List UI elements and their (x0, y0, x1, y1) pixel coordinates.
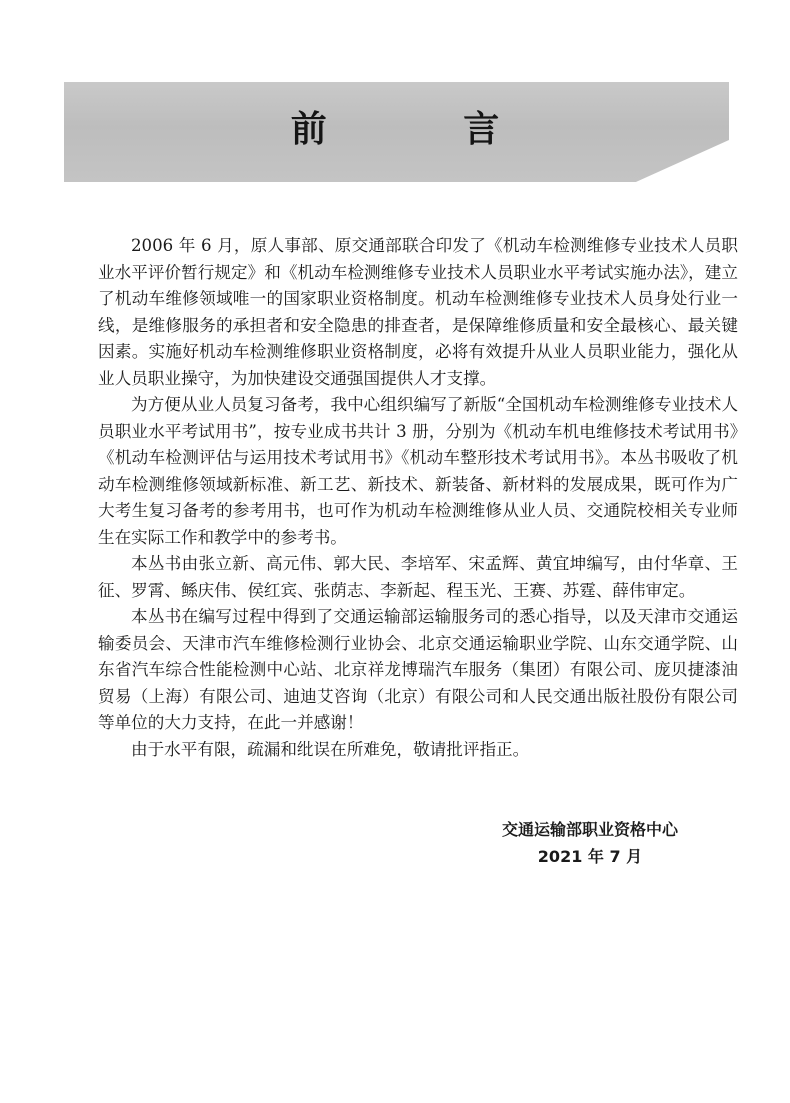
paragraph-5-text: 由于水平有限，疏漏和纰误在所难免，敬请批评指正。 (131, 739, 530, 759)
paragraph-3 (98, 551, 738, 604)
signature-date: 2021 年 7 月 (537, 847, 643, 866)
paragraph-4 (98, 604, 738, 737)
paragraph-2-text: 为方便从业人员复习备考，我中心组织编写了新版“全国机动车检测维修专业技术人员职业水平考试用书”，按专业成书共计 3 册，分别为《机动车机电维修技术考试用书》《机动车检测评估与运用技术考试用书》《机动车整形技术考试用书》。本丛书吸收了机动车检测维修领域新标准、新工艺、新技术、新装备、新材料的发展成果，既可作为广大考生复习备考的参考用书，也可作为机动车检测维修从业人员、交通院校相关专业师生在实际工作和教学中的参考书。 (98, 395, 738, 547)
paragraph-1 (98, 233, 738, 392)
signature-block (440, 816, 740, 870)
paragraph-1-text: 2006 年 6 月，原人事部、原交通部联合印发了《机动车检测维修专业技术人员职业水平评价暂行规定》和《机动车检测维修专业技术人员职业水平考试实施办法》，建立了机动车维修领域唯一的国家职业资格制度。机动车检测维修专业技术人员身处行业一线，是维修服务的承担者和安全隐患的排查者，是保障维修质量和安全最核心、最关键因素。实施好机动车检测维修职业资格制度，必将有效提升从业人员职业能力，强化从业人员职业操守，为加快建设交通强国提供人才支撑。 (98, 236, 738, 388)
paragraph-5 (98, 737, 738, 764)
paragraph-3-text: 本丛书由张立新、高元伟、郭大民、李培军、宋孟辉、黄宜坤编写，由付华章、王征、罗霄、鲧庆伟、侯红宾、张荫志、李新起、程玉光、王赛、苏霆、薛伟审定。 (98, 554, 738, 600)
paragraph-2 (98, 392, 738, 551)
signature-org: 交通运输部职业资格中心 (501, 820, 678, 839)
paragraph-4-text: 本丛书在编写过程中得到了交通运输部运输服务司的悉心指导，以及天津市交通运输委员会、天津市汽车维修检测行业协会、北京交通运输职业学院、山东交通学院、山东省汽车综合性能检测中心站、北京祥龙博瑞汽车服务（集团）有限公司、庞贝捷漆油贸易（上海）有限公司、迪迪艾咨询（北京）有限公司和人民交通出版社股份有限公司等单位的大力支持，在此一并感谢！ (98, 607, 738, 732)
page-title: 前 言 (290, 109, 562, 150)
preface-body (98, 233, 738, 763)
